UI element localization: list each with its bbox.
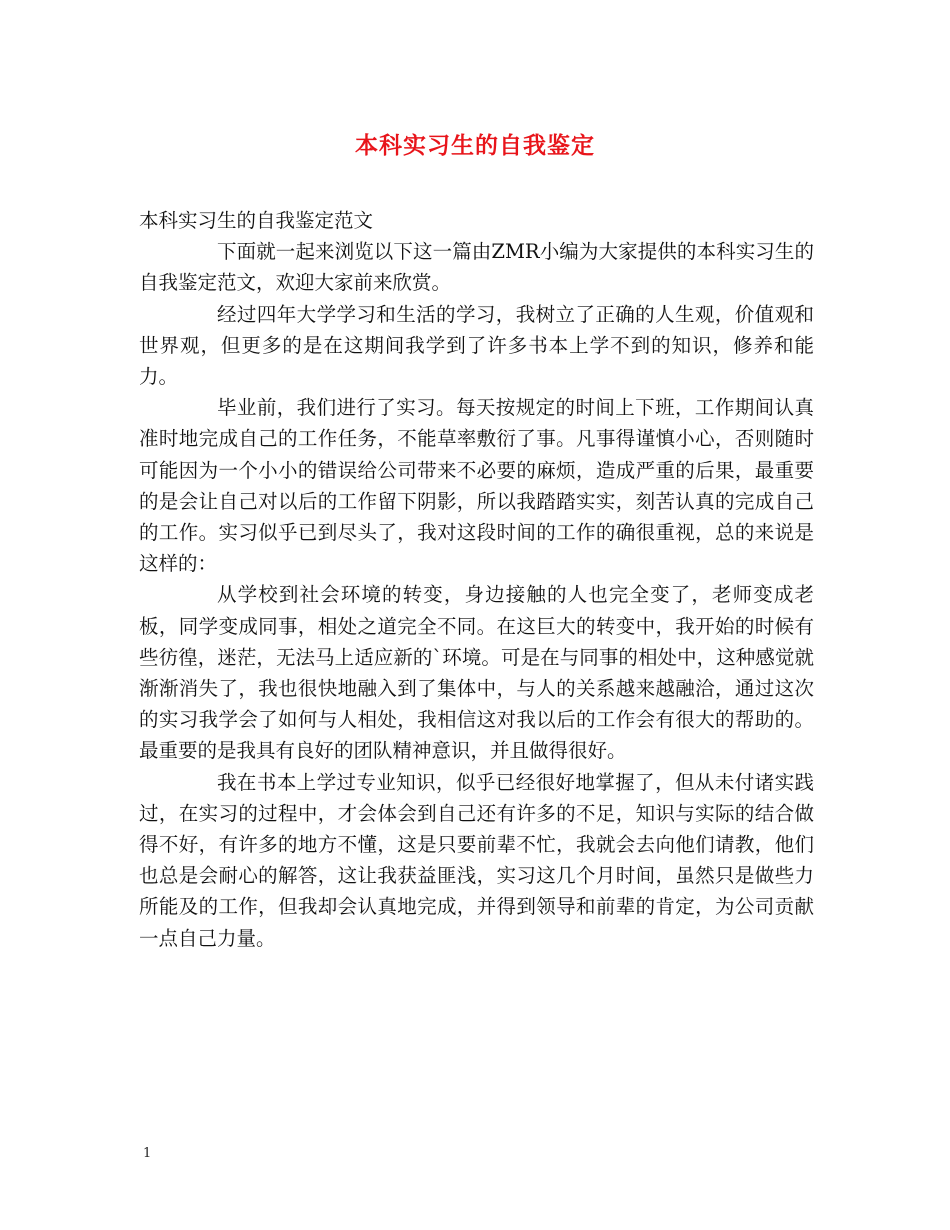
document-subtitle: 本科实习生的自我鉴定范文 xyxy=(139,209,374,232)
paragraph-environment: 从学校到社会环境的转变，身边接触的人也完全变了，老师变成老板，同学变成同事，相处之道完全不同。在这巨大的转变中，我开始的时候有些彷徨，迷茫，无法马上适应新的`环境。可是在与同事的相处中，这种感觉就渐渐消失了，我也很快地融入到了集体中，与人的关系越来越融洽，通过这次的实习我学会了如何与人相处，我相信这对我以后的工作会有很大的帮助的。最重要的是我具有良好的团队精神意识，并且做得很好。 xyxy=(139,583,814,763)
paragraph-knowledge: 我在书本上学过专业知识，似乎已经很好地掌握了，但从未付诸实践过，在实习的过程中，才会体会到自己还有许多的不足，知识与实际的结合做得不好，有许多的地方不懂，这是只要前辈不忙，我就会去向他们请教，他们也总是会耐心的解答，这让我获益匪浅，实习这几个月时间，虽然只是做些力所能及的工作，但我却会认真地完成，并得到领导和前辈的肯定，为公司贡献一点自己力量。 xyxy=(139,770,814,950)
document-title: 本科实习生的自我鉴定 xyxy=(355,132,595,159)
page-number: 1 xyxy=(143,1146,152,1161)
paragraph-intro: 下面就一起来浏览以下这一篇由ZMR小编为大家提供的本科实习生的自我鉴定范文，欢迎大家前来欣赏。 xyxy=(139,240,814,295)
paragraph-internship: 毕业前，我们进行了实习。每天按规定的时间上下班，工作期间认真准时地完成自己的工作任务，不能草率敷衍了事。凡事得谨慎小心，否则随时可能因为一个小小的错误给公司带来不必要的麻烦，造成严重的后果，最重要的是会让自己对以后的工作留下阴影，所以我踏踏实实，刻苦认真的完成自己的工作。实习似乎已到尽头了，我对这段时间的工作的确很重视，总的来说是这样的： xyxy=(139,396,814,576)
document-body xyxy=(139,205,814,954)
paragraph-university: 经过四年大学学习和生活的学习，我树立了正确的人生观，价值观和世界观，但更多的是在这期间我学到了许多书本上学不到的知识，修养和能力。 xyxy=(139,302,814,389)
